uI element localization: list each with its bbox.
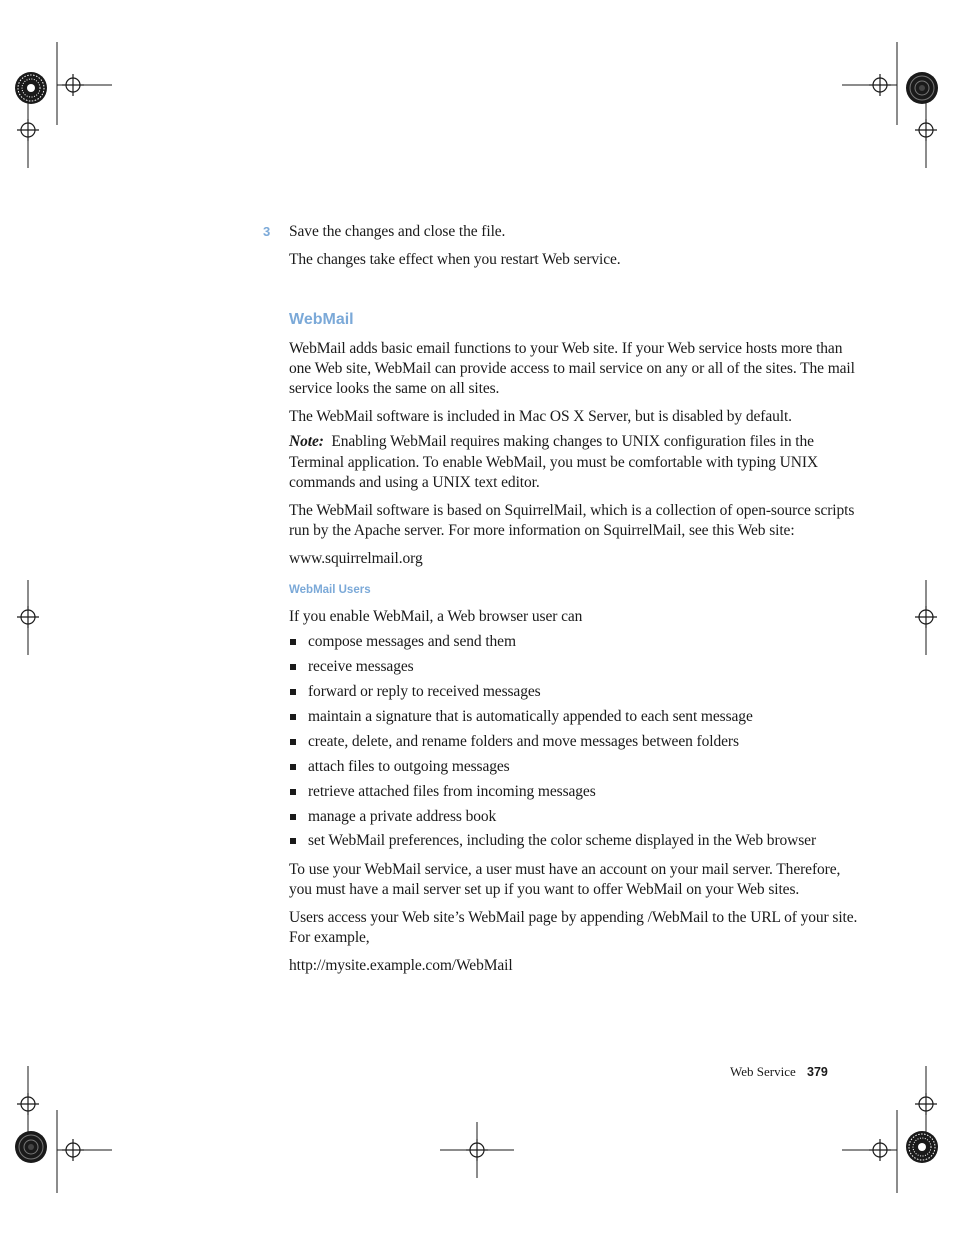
bullet-icon	[290, 764, 296, 770]
para1-line-1: WebMail adds basic email functions to your Web site. If your Web service hosts more than	[289, 340, 843, 357]
list-item: maintain a signature that is automatically appended to each sent message	[308, 708, 753, 725]
list-item: create, delete, and rename folders and move messages between folders	[308, 733, 739, 750]
para3-line-1: The WebMail software is based on SquirrelMail, which is a collection of open-source scripts	[289, 502, 855, 519]
list-item: retrieve attached files from incoming messages	[308, 783, 596, 800]
subsection-heading: WebMail Users	[289, 584, 371, 596]
note-text-1: Enabling WebMail requires making changes to UNIX configuration files in the	[331, 433, 814, 450]
bullet-icon	[290, 689, 296, 695]
bullet-icon	[290, 664, 296, 670]
note-line-1	[289, 432, 814, 452]
bullet-icon	[290, 814, 296, 820]
note-line-2: Terminal application. To enable WebMail, you must be comfortable with typing UNIX	[289, 454, 818, 471]
footer-chapter: Web Service	[730, 1064, 796, 1079]
bullets-intro: If you enable WebMail, a Web browser user can	[289, 608, 583, 625]
list-item: attach files to outgoing messages	[308, 758, 510, 775]
para4-line-1: To use your WebMail service, a user must have an account on your mail server. Therefore,	[289, 861, 841, 878]
para5-line-1: Users access your Web site’s WebMail page by appending /WebMail to the URL of your site.	[289, 909, 858, 926]
step-number: 3	[263, 224, 271, 239]
list-item: compose messages and send them	[308, 633, 516, 650]
para1-line-3: service looks the same on all sites.	[289, 380, 500, 397]
list-item: receive messages	[308, 658, 414, 675]
list-item: set WebMail preferences, including the color scheme displayed in the Web browser	[308, 832, 817, 849]
para5-line-2: For example,	[289, 929, 370, 946]
para4-line-2: you must have a mail server set up if you want to offer WebMail on your Web sites.	[289, 881, 800, 898]
bullet-icon	[290, 838, 296, 844]
note-line-3: commands and using a UNIX text editor.	[289, 474, 540, 491]
para3-line-2: run by the Apache server. For more information on SquirrelMail, see this Web site:	[289, 522, 795, 539]
bullet-icon	[290, 739, 296, 745]
para1-line-2: one Web site, WebMail can provide access to mail service on any or all of the sites. The mail	[289, 360, 855, 377]
list-item: forward or reply to received messages	[308, 683, 541, 700]
squirrelmail-url: www.squirrelmail.org	[289, 550, 423, 567]
section-heading: WebMail	[289, 311, 354, 328]
bullet-icon	[290, 714, 296, 720]
page-number: 379	[807, 1065, 828, 1079]
bullet-icon	[290, 639, 296, 645]
step-text: Save the changes and close the file.	[289, 223, 506, 240]
bullet-icon	[290, 789, 296, 795]
list-item: manage a private address book	[308, 808, 497, 825]
para2: The WebMail software is included in Mac OS X Server, but is disabled by default.	[289, 408, 792, 425]
note-label: Note:	[289, 433, 324, 450]
step-result: The changes take effect when you restart Web service.	[289, 251, 621, 268]
webmail-url-example: http://mysite.example.com/WebMail	[289, 957, 513, 974]
